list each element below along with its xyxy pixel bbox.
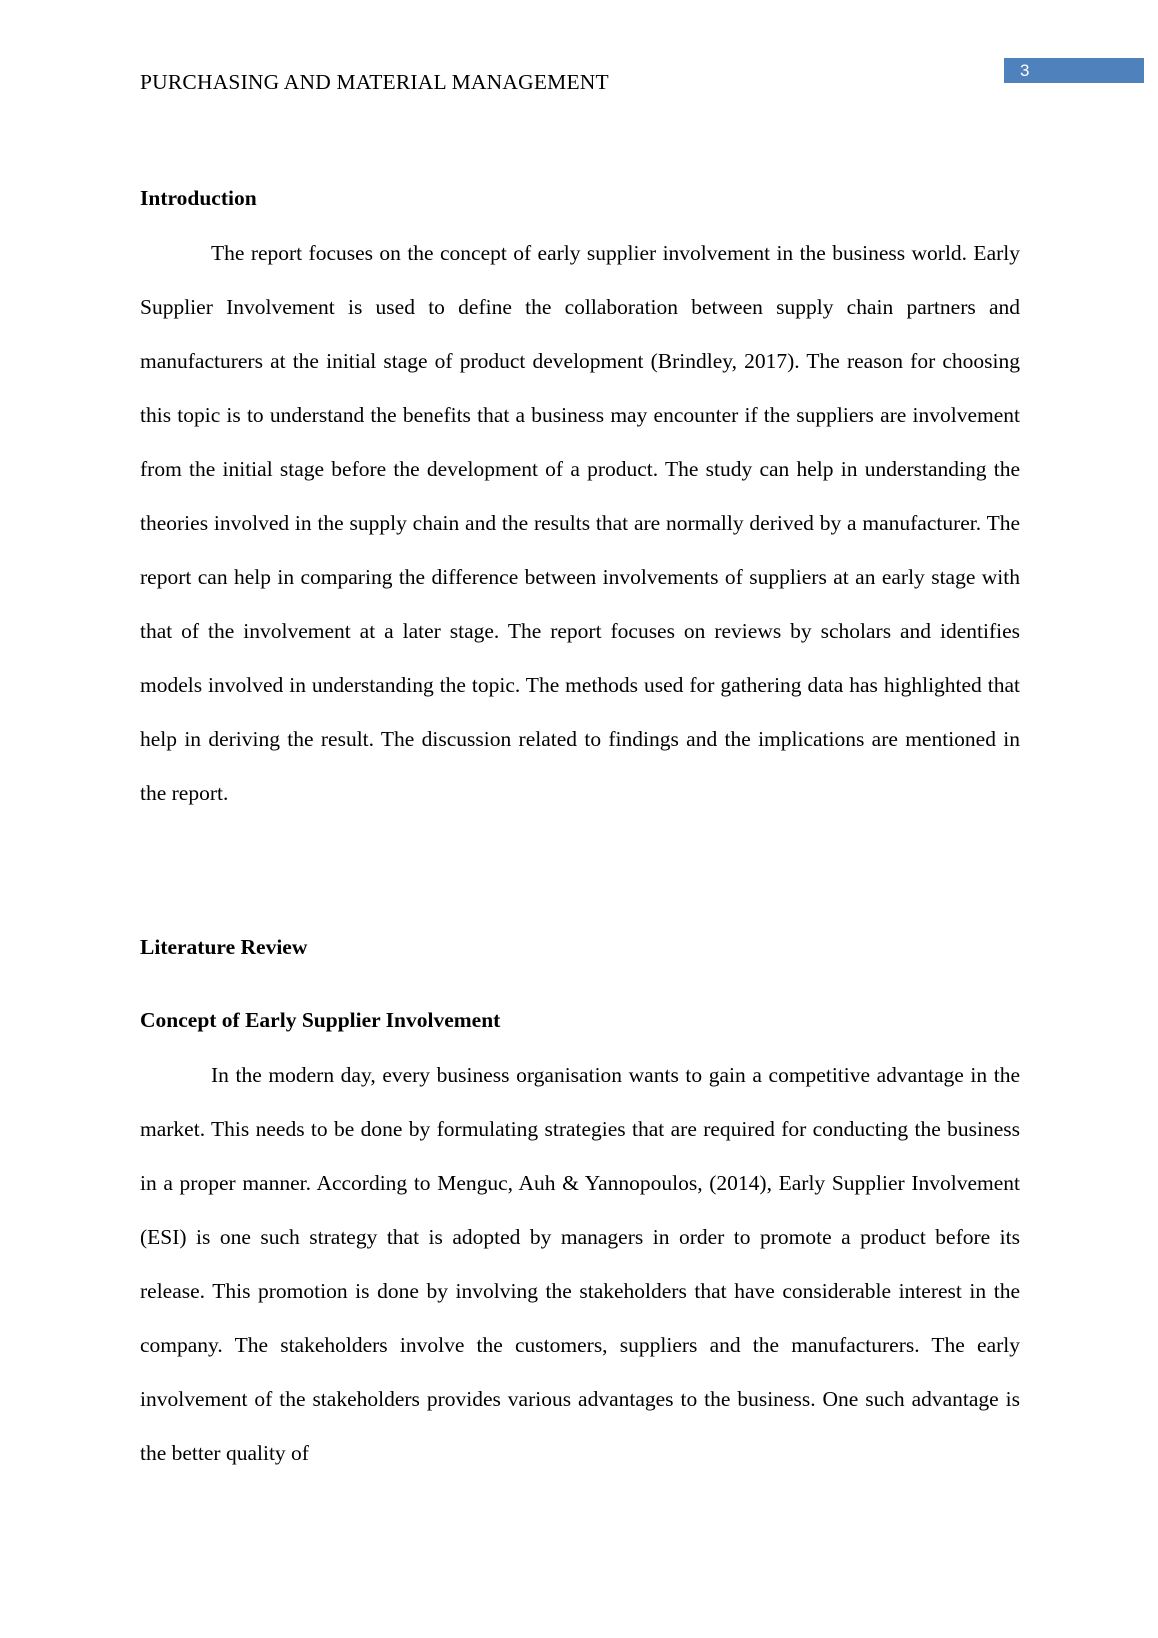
literature-review-paragraph bbox=[140, 1048, 1020, 1480]
running-head: PURCHASING AND MATERIAL MANAGEMENT bbox=[140, 70, 609, 94]
literature-review-text: In the modern day, every business organisation wants to gain a competitive advantage in the market. This needs to be done by formulating strategies that are required for conducting the business in a proper manner. According to Menguc, Auh & Yannopoulos, (2014), Early Supplier Involvement (ESI) is one such strategy that is adopted by managers in order to promote a product before its release. This promotion is done by involving the stakeholders that have considerable interest in the company. The stakeholders involve the customers, suppliers and the manufacturers. The early involvement of the stakeholders provides various advantages to the business. One such advantage is the better quality of bbox=[140, 1063, 1020, 1465]
esi-subheading: Concept of Early Supplier Involvement bbox=[140, 1008, 501, 1032]
page-number: 3 bbox=[1004, 58, 1144, 83]
literature-review-heading: Literature Review bbox=[140, 935, 308, 959]
introduction-text: The report focuses on the concept of early supplier involvement in the business world. Early Supplier Involvement is used to define the collaboration between supply chain partners and manufacturers at the initial stage of product development (Brindley, 2017). The reason for choosing this topic is to understand the benefits that a business may encounter if the suppliers are involvement from the initial stage before the development of a product. The study can help in understanding the theories involved in the supply chain and the results that are normally derived by a manufacturer. The report can help in comparing the difference between involvements of suppliers at an early stage with that of the involvement at a later stage. The report focuses on reviews by scholars and identifies models involved in understanding the topic. The methods used for gathering data has highlighted that help in deriving the result. The discussion related to findings and the implications are mentioned in the report. bbox=[140, 241, 1020, 805]
introduction-paragraph bbox=[140, 226, 1020, 820]
introduction-heading: Introduction bbox=[140, 186, 257, 210]
